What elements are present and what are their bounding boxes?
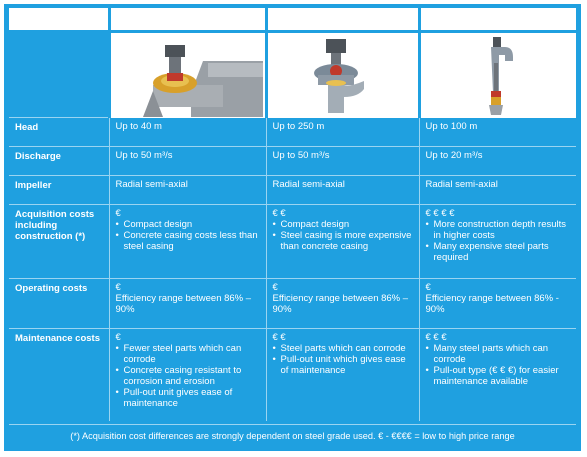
table-cell — [266, 329, 419, 421]
table-row — [9, 279, 576, 329]
cost-rating: € € € € — [425, 208, 455, 219]
list-item: • Compact design — [273, 219, 413, 230]
table-cell: Up to 50 m³/s — [109, 147, 266, 176]
footnote: (*) Acquisition cost differences are strongly dependent on steel grade used. € - €€€€ = low to high price range — [9, 424, 576, 448]
list-item: • More construction depth results in higher costs — [426, 219, 571, 241]
cell-text: Efficiency range between 86% – 90% — [115, 293, 252, 315]
table-cell: Up to 20 m³/s — [419, 147, 576, 176]
pump-comparison-table — [9, 8, 576, 421]
header-vertical-line-shaft-pump: Vertical line shaft pump — [419, 8, 576, 32]
table-cell: Up to 100 m — [419, 118, 576, 147]
table-row — [9, 176, 576, 205]
header-row — [9, 8, 576, 32]
table-cell — [419, 279, 576, 329]
header-steel-volute-pump: Steel volute pump — [266, 8, 419, 32]
row-label-operating-costs: Operating costs — [9, 279, 109, 329]
cost-rating: € — [425, 282, 431, 293]
list-item: • Pull-out type (€ € €) for easier maintenance available — [426, 365, 571, 387]
table-cell — [419, 329, 576, 421]
table-cell: Radial semi-axial — [266, 176, 419, 205]
cost-rating: € € € — [425, 332, 447, 343]
concrete-volute-pump-image — [109, 32, 266, 118]
table-cell: Radial semi-axial — [109, 176, 266, 205]
row-label-acquisition-costs: Acquisition costs including construction (*) — [9, 205, 109, 279]
table-cell — [419, 205, 576, 279]
cost-rating: € — [115, 208, 121, 219]
list-item: • Steel casing is more expensive than concrete casing — [273, 230, 413, 252]
table-cell — [266, 279, 419, 329]
image-row — [9, 32, 576, 118]
cost-rating: € — [115, 332, 121, 343]
cost-rating: € € — [272, 208, 286, 219]
comparison-table-frame — [4, 4, 581, 451]
row-label-head: Head — [9, 118, 109, 147]
row-label-impeller: Impeller — [9, 176, 109, 205]
header-pump-type: Pump Type — [9, 8, 109, 32]
table-cell: Up to 50 m³/s — [266, 147, 419, 176]
cost-rating: € — [115, 282, 121, 293]
table-cell: Radial semi-axial — [419, 176, 576, 205]
cell-text: Efficiency range between 86% – 90% — [272, 293, 409, 315]
header-concrete-volute-pump: Concrete volute pump — [109, 8, 266, 32]
list-item: • Pull-out unit gives ease of maintenance — [116, 387, 260, 409]
list-item: • Many expensive steel parts required — [426, 241, 571, 263]
table-cell — [109, 205, 266, 279]
table-cell — [109, 329, 266, 421]
cost-rating: € — [272, 282, 278, 293]
table-cell — [266, 205, 419, 279]
list-item: • Concrete casing costs less than steel casing — [116, 230, 260, 252]
row-label-discharge: Discharge — [9, 147, 109, 176]
table-cell — [109, 279, 266, 329]
row-label-maintenance-costs: Maintenance costs — [9, 329, 109, 421]
list-item: • Steel parts which can corrode — [273, 343, 413, 354]
table-row — [9, 118, 576, 147]
list-item: • Many steel parts which can corrode — [426, 343, 571, 365]
list-item: • Pull-out unit which gives ease of maintenance — [273, 354, 413, 376]
steel-volute-pump-image — [266, 32, 419, 118]
table-row — [9, 329, 576, 421]
image-row-label — [9, 32, 109, 118]
vertical-line-shaft-pump-image — [419, 32, 576, 118]
cost-rating: € € — [272, 332, 286, 343]
list-item: • Compact design — [116, 219, 260, 230]
table-cell: Up to 40 m — [109, 118, 266, 147]
list-item: • Fewer steel parts which can corrode — [116, 343, 260, 365]
table-row — [9, 147, 576, 176]
list-item: • Concrete casing resistant to corrosion and erosion — [116, 365, 260, 387]
table-row — [9, 205, 576, 279]
cell-text: Efficiency range between 86% - 90% — [425, 293, 559, 315]
table-cell: Up to 250 m — [266, 118, 419, 147]
